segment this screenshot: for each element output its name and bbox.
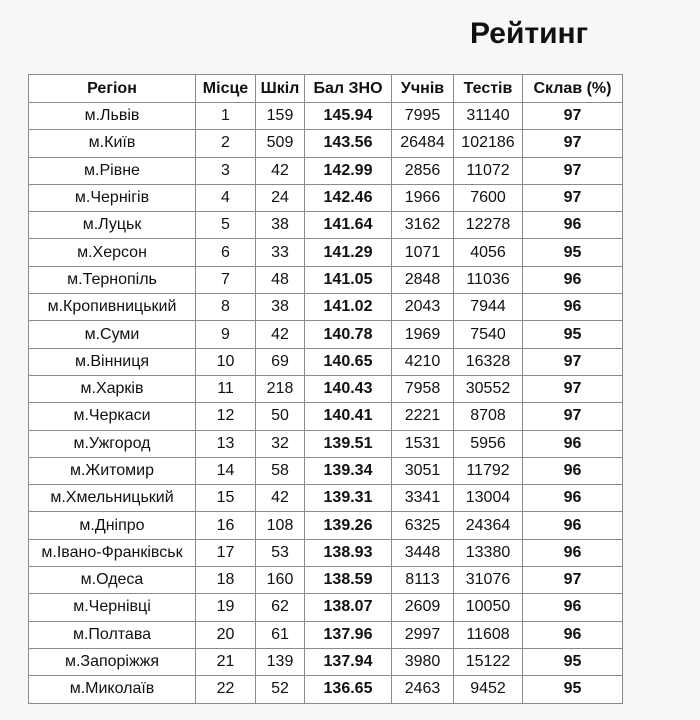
cell-tests: 4056 bbox=[454, 239, 523, 266]
table-row bbox=[29, 485, 623, 512]
cell-tests: 15122 bbox=[454, 648, 523, 675]
cell-students: 4210 bbox=[392, 348, 454, 375]
cell-score: 141.64 bbox=[305, 212, 392, 239]
cell-region: м.Чернівці bbox=[29, 594, 196, 621]
header-students: Учнів bbox=[392, 75, 454, 103]
cell-score: 139.31 bbox=[305, 485, 392, 512]
cell-passed-pct: 95 bbox=[523, 239, 623, 266]
cell-passed-pct: 96 bbox=[523, 512, 623, 539]
cell-passed-pct: 97 bbox=[523, 348, 623, 375]
cell-region: м.Одеса bbox=[29, 567, 196, 594]
cell-place: 20 bbox=[196, 621, 256, 648]
cell-schools: 108 bbox=[256, 512, 305, 539]
cell-region: м.Київ bbox=[29, 130, 196, 157]
cell-passed-pct: 97 bbox=[523, 103, 623, 130]
table-row bbox=[29, 567, 623, 594]
cell-tests: 12278 bbox=[454, 212, 523, 239]
cell-students: 2997 bbox=[392, 621, 454, 648]
cell-passed-pct: 96 bbox=[523, 430, 623, 457]
header-region: Регіон bbox=[29, 75, 196, 103]
table-row bbox=[29, 130, 623, 157]
cell-place: 1 bbox=[196, 103, 256, 130]
cell-place: 21 bbox=[196, 648, 256, 675]
cell-passed-pct: 97 bbox=[523, 403, 623, 430]
table-row bbox=[29, 103, 623, 130]
cell-students: 3162 bbox=[392, 212, 454, 239]
cell-place: 5 bbox=[196, 212, 256, 239]
cell-region: м.Житомир bbox=[29, 457, 196, 484]
cell-students: 2856 bbox=[392, 157, 454, 184]
cell-passed-pct: 97 bbox=[523, 375, 623, 402]
cell-score: 139.34 bbox=[305, 457, 392, 484]
cell-schools: 52 bbox=[256, 676, 305, 703]
cell-tests: 11072 bbox=[454, 157, 523, 184]
cell-schools: 61 bbox=[256, 621, 305, 648]
table-row bbox=[29, 648, 623, 675]
cell-passed-pct: 96 bbox=[523, 621, 623, 648]
table-row bbox=[29, 539, 623, 566]
cell-students: 1071 bbox=[392, 239, 454, 266]
cell-tests: 10050 bbox=[454, 594, 523, 621]
cell-place: 22 bbox=[196, 676, 256, 703]
cell-region: м.Суми bbox=[29, 321, 196, 348]
cell-tests: 7944 bbox=[454, 294, 523, 321]
page-title: Рейтинг bbox=[470, 17, 589, 50]
cell-passed-pct: 96 bbox=[523, 485, 623, 512]
cell-place: 17 bbox=[196, 539, 256, 566]
cell-place: 16 bbox=[196, 512, 256, 539]
table-header bbox=[29, 75, 623, 103]
cell-place: 7 bbox=[196, 266, 256, 293]
cell-place: 14 bbox=[196, 457, 256, 484]
cell-place: 18 bbox=[196, 567, 256, 594]
cell-schools: 62 bbox=[256, 594, 305, 621]
header-passed-pct: Склав (%) bbox=[523, 75, 623, 103]
cell-score: 140.78 bbox=[305, 321, 392, 348]
cell-students: 8113 bbox=[392, 567, 454, 594]
cell-score: 140.43 bbox=[305, 375, 392, 402]
table-row bbox=[29, 676, 623, 703]
cell-score: 138.59 bbox=[305, 567, 392, 594]
cell-passed-pct: 97 bbox=[523, 157, 623, 184]
cell-region: м.Миколаїв bbox=[29, 676, 196, 703]
cell-place: 9 bbox=[196, 321, 256, 348]
cell-schools: 48 bbox=[256, 266, 305, 293]
cell-students: 2463 bbox=[392, 676, 454, 703]
cell-region: м.Луцьк bbox=[29, 212, 196, 239]
cell-students: 1966 bbox=[392, 184, 454, 211]
cell-tests: 11792 bbox=[454, 457, 523, 484]
cell-schools: 50 bbox=[256, 403, 305, 430]
cell-schools: 33 bbox=[256, 239, 305, 266]
table-row bbox=[29, 294, 623, 321]
table-row bbox=[29, 266, 623, 293]
cell-passed-pct: 96 bbox=[523, 294, 623, 321]
cell-score: 138.07 bbox=[305, 594, 392, 621]
cell-place: 10 bbox=[196, 348, 256, 375]
cell-tests: 102186 bbox=[454, 130, 523, 157]
cell-tests: 31140 bbox=[454, 103, 523, 130]
cell-passed-pct: 97 bbox=[523, 567, 623, 594]
cell-tests: 8708 bbox=[454, 403, 523, 430]
cell-schools: 24 bbox=[256, 184, 305, 211]
cell-region: м.Івано-Франківськ bbox=[29, 539, 196, 566]
cell-score: 141.05 bbox=[305, 266, 392, 293]
cell-students: 3341 bbox=[392, 485, 454, 512]
cell-tests: 30552 bbox=[454, 375, 523, 402]
cell-region: м.Чернігів bbox=[29, 184, 196, 211]
header-tests: Тестів bbox=[454, 75, 523, 103]
table-row bbox=[29, 621, 623, 648]
cell-tests: 7600 bbox=[454, 184, 523, 211]
cell-region: м.Львів bbox=[29, 103, 196, 130]
cell-place: 3 bbox=[196, 157, 256, 184]
cell-tests: 11608 bbox=[454, 621, 523, 648]
cell-score: 142.46 bbox=[305, 184, 392, 211]
table-row bbox=[29, 184, 623, 211]
cell-schools: 32 bbox=[256, 430, 305, 457]
cell-schools: 509 bbox=[256, 130, 305, 157]
cell-passed-pct: 96 bbox=[523, 457, 623, 484]
table-row bbox=[29, 157, 623, 184]
cell-score: 143.56 bbox=[305, 130, 392, 157]
cell-region: м.Кропивницький bbox=[29, 294, 196, 321]
cell-schools: 69 bbox=[256, 348, 305, 375]
cell-passed-pct: 97 bbox=[523, 184, 623, 211]
cell-score: 141.02 bbox=[305, 294, 392, 321]
cell-schools: 42 bbox=[256, 321, 305, 348]
cell-place: 2 bbox=[196, 130, 256, 157]
cell-students: 1531 bbox=[392, 430, 454, 457]
cell-region: м.Рівне bbox=[29, 157, 196, 184]
cell-passed-pct: 96 bbox=[523, 539, 623, 566]
cell-place: 13 bbox=[196, 430, 256, 457]
cell-passed-pct: 96 bbox=[523, 266, 623, 293]
cell-schools: 218 bbox=[256, 375, 305, 402]
cell-passed-pct: 95 bbox=[523, 321, 623, 348]
table-row bbox=[29, 594, 623, 621]
cell-place: 11 bbox=[196, 375, 256, 402]
cell-schools: 38 bbox=[256, 212, 305, 239]
header-place: Місце bbox=[196, 75, 256, 103]
cell-tests: 7540 bbox=[454, 321, 523, 348]
table-row bbox=[29, 348, 623, 375]
cell-place: 6 bbox=[196, 239, 256, 266]
cell-region: м.Ужгород bbox=[29, 430, 196, 457]
cell-students: 3448 bbox=[392, 539, 454, 566]
cell-passed-pct: 96 bbox=[523, 212, 623, 239]
cell-place: 12 bbox=[196, 403, 256, 430]
cell-tests: 31076 bbox=[454, 567, 523, 594]
cell-region: м.Дніпро bbox=[29, 512, 196, 539]
cell-schools: 53 bbox=[256, 539, 305, 566]
cell-students: 3980 bbox=[392, 648, 454, 675]
cell-students: 2221 bbox=[392, 403, 454, 430]
cell-score: 139.26 bbox=[305, 512, 392, 539]
cell-place: 8 bbox=[196, 294, 256, 321]
cell-tests: 5956 bbox=[454, 430, 523, 457]
table-body bbox=[29, 103, 623, 704]
cell-schools: 42 bbox=[256, 485, 305, 512]
cell-place: 4 bbox=[196, 184, 256, 211]
cell-tests: 16328 bbox=[454, 348, 523, 375]
cell-score: 137.94 bbox=[305, 648, 392, 675]
cell-place: 15 bbox=[196, 485, 256, 512]
cell-passed-pct: 97 bbox=[523, 130, 623, 157]
cell-schools: 42 bbox=[256, 157, 305, 184]
table-row bbox=[29, 321, 623, 348]
table-row bbox=[29, 375, 623, 402]
cell-students: 2043 bbox=[392, 294, 454, 321]
cell-tests: 11036 bbox=[454, 266, 523, 293]
cell-score: 140.65 bbox=[305, 348, 392, 375]
cell-students: 2848 bbox=[392, 266, 454, 293]
cell-students: 6325 bbox=[392, 512, 454, 539]
table-row bbox=[29, 403, 623, 430]
cell-region: м.Херсон bbox=[29, 239, 196, 266]
cell-students: 1969 bbox=[392, 321, 454, 348]
cell-passed-pct: 96 bbox=[523, 594, 623, 621]
cell-score: 141.29 bbox=[305, 239, 392, 266]
table-row bbox=[29, 212, 623, 239]
cell-tests: 9452 bbox=[454, 676, 523, 703]
cell-region: м.Хмельницький bbox=[29, 485, 196, 512]
table-row bbox=[29, 457, 623, 484]
cell-region: м.Полтава bbox=[29, 621, 196, 648]
header-score: Бал ЗНО bbox=[305, 75, 392, 103]
cell-schools: 58 bbox=[256, 457, 305, 484]
cell-region: м.Тернопіль bbox=[29, 266, 196, 293]
cell-schools: 159 bbox=[256, 103, 305, 130]
cell-passed-pct: 95 bbox=[523, 676, 623, 703]
table-row bbox=[29, 430, 623, 457]
cell-schools: 139 bbox=[256, 648, 305, 675]
cell-tests: 13004 bbox=[454, 485, 523, 512]
cell-students: 7958 bbox=[392, 375, 454, 402]
cell-students: 3051 bbox=[392, 457, 454, 484]
cell-region: м.Вінниця bbox=[29, 348, 196, 375]
table-row bbox=[29, 512, 623, 539]
cell-region: м.Харків bbox=[29, 375, 196, 402]
cell-schools: 160 bbox=[256, 567, 305, 594]
cell-score: 138.93 bbox=[305, 539, 392, 566]
cell-students: 7995 bbox=[392, 103, 454, 130]
header-schools: Шкіл bbox=[256, 75, 305, 103]
cell-passed-pct: 95 bbox=[523, 648, 623, 675]
cell-schools: 38 bbox=[256, 294, 305, 321]
cell-place: 19 bbox=[196, 594, 256, 621]
rating-table bbox=[28, 74, 623, 704]
cell-score: 140.41 bbox=[305, 403, 392, 430]
cell-score: 136.65 bbox=[305, 676, 392, 703]
cell-tests: 24364 bbox=[454, 512, 523, 539]
cell-tests: 13380 bbox=[454, 539, 523, 566]
cell-score: 142.99 bbox=[305, 157, 392, 184]
header-row bbox=[29, 75, 623, 103]
cell-region: м.Запоріжжя bbox=[29, 648, 196, 675]
table-row bbox=[29, 239, 623, 266]
cell-students: 26484 bbox=[392, 130, 454, 157]
cell-students: 2609 bbox=[392, 594, 454, 621]
cell-score: 137.96 bbox=[305, 621, 392, 648]
cell-score: 145.94 bbox=[305, 103, 392, 130]
cell-score: 139.51 bbox=[305, 430, 392, 457]
cell-region: м.Черкаси bbox=[29, 403, 196, 430]
